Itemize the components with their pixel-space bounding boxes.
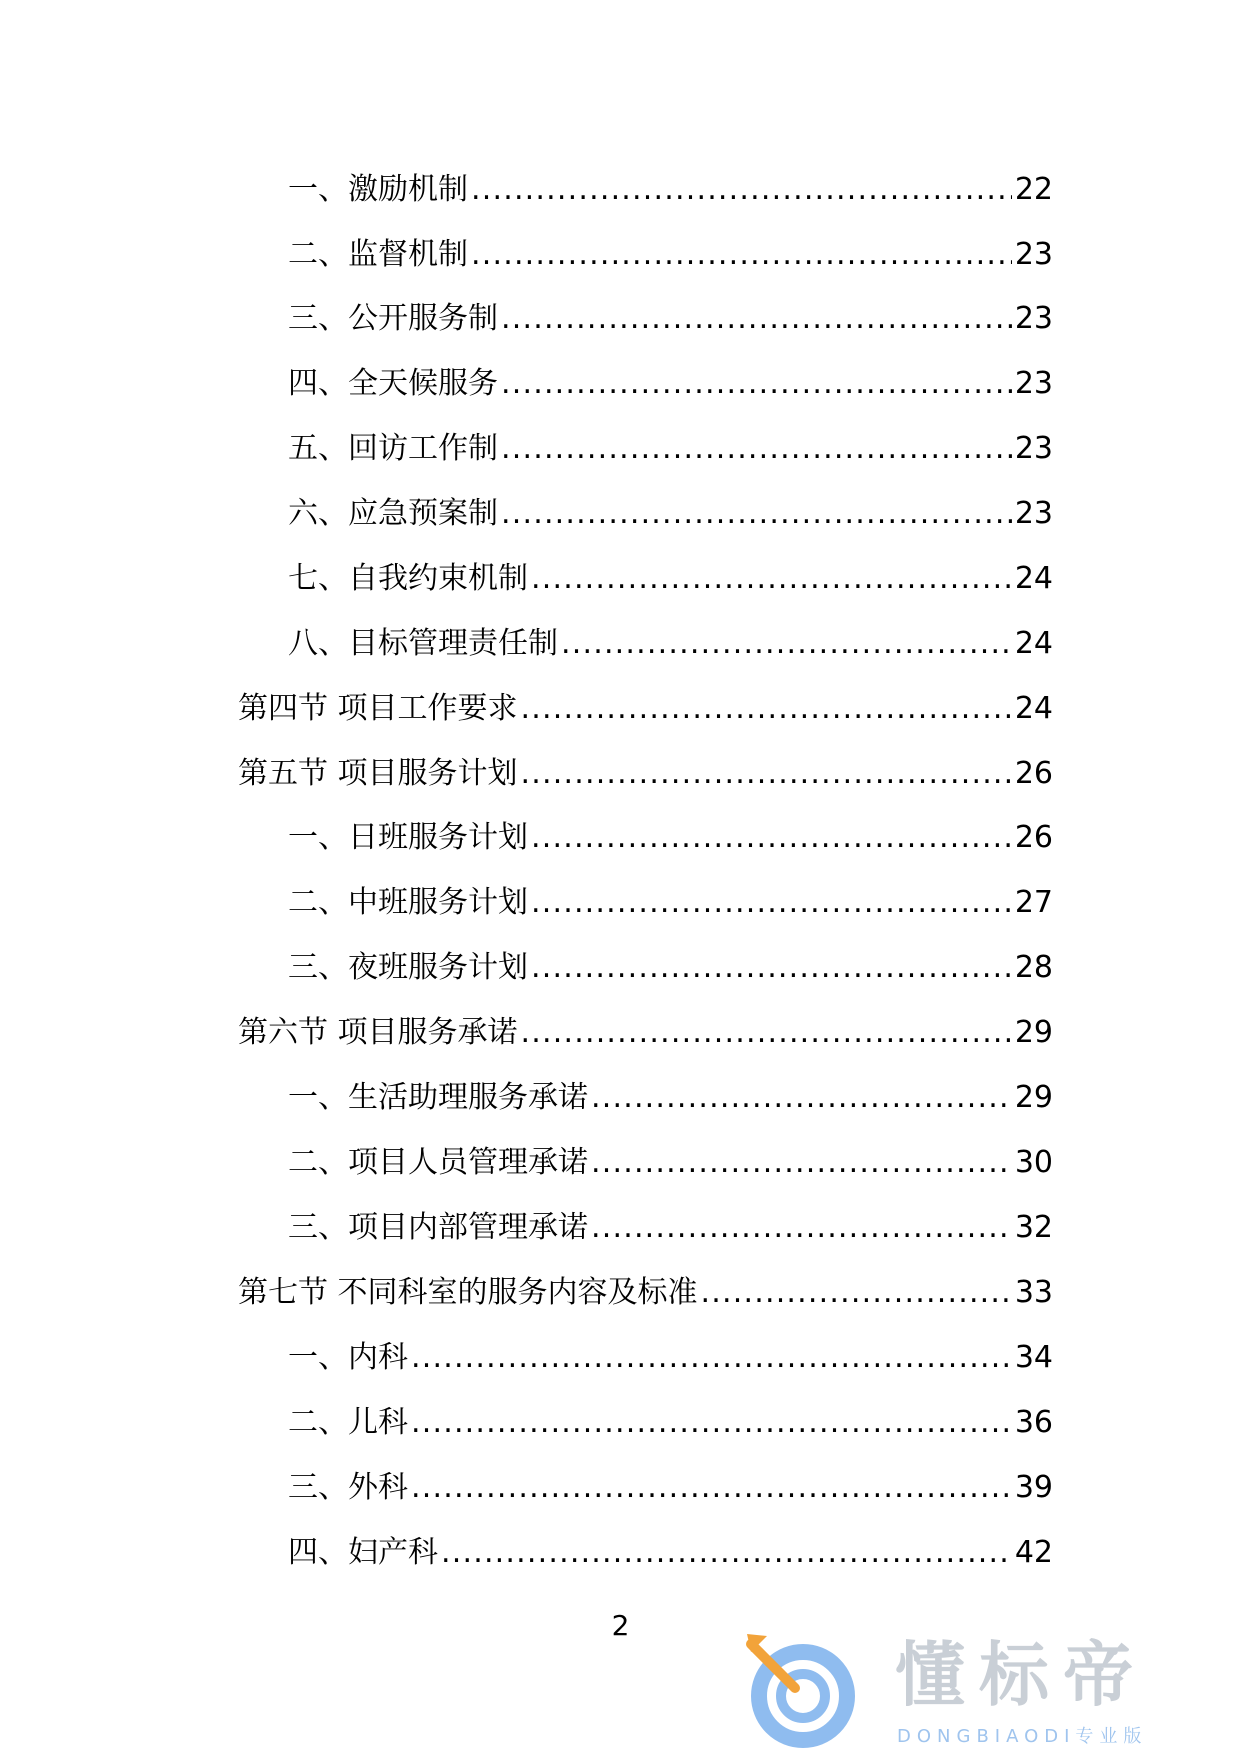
- toc-leader-dots: [411, 1403, 1012, 1443]
- toc-entry-title: 三、夜班服务计划: [288, 950, 528, 985]
- toc-entry[interactable]: [288, 883, 1053, 923]
- toc-leader-dots: [411, 1468, 1012, 1508]
- toc-leader-dots: [531, 948, 1012, 988]
- toc-entry[interactable]: [288, 1403, 1053, 1443]
- toc-entry-page: 29: [1014, 1080, 1053, 1115]
- toc-entry[interactable]: [288, 170, 1053, 210]
- toc-leader-dots: [701, 1273, 1012, 1313]
- toc-entry[interactable]: [288, 1533, 1053, 1573]
- toc-entry-page: 23: [1014, 431, 1053, 466]
- toc-entry-title: 二、项目人员管理承诺: [288, 1145, 588, 1180]
- toc-entry[interactable]: [288, 429, 1053, 469]
- toc-entry-title: 第七节 不同科室的服务内容及标准: [238, 1275, 698, 1310]
- toc-entry[interactable]: [288, 948, 1053, 988]
- toc-entry[interactable]: [238, 1273, 1053, 1313]
- toc-entry[interactable]: [238, 1013, 1053, 1053]
- watermark-brand-subtext: DONGBIAODI专业版: [897, 1726, 1148, 1747]
- toc-entry[interactable]: [288, 494, 1053, 534]
- toc-leader-dots: [561, 624, 1012, 664]
- toc-leader-dots: [521, 689, 1012, 729]
- toc-leader-dots: [531, 559, 1012, 599]
- toc-entry[interactable]: [288, 1338, 1053, 1378]
- toc-entry-title: 一、日班服务计划: [288, 820, 528, 855]
- toc-entry-page: 29: [1014, 1015, 1053, 1050]
- toc-entry[interactable]: [288, 624, 1053, 664]
- toc-entry-title: 六、应急预案制: [288, 496, 498, 531]
- toc-entry-page: 24: [1014, 561, 1053, 596]
- toc-entry-page: 24: [1014, 691, 1053, 726]
- watermark-logo: [745, 1630, 1241, 1754]
- toc-entry-page: 22: [1014, 172, 1053, 207]
- toc-entry-page: 23: [1014, 237, 1053, 272]
- toc-leader-dots: [591, 1208, 1012, 1248]
- toc-entry-page: 34: [1014, 1340, 1053, 1375]
- toc-leader-dots: [441, 1533, 1012, 1573]
- toc-leader-dots: [591, 1143, 1012, 1183]
- toc-entry[interactable]: [288, 235, 1053, 275]
- toc-entry-title: 二、儿科: [288, 1405, 408, 1440]
- toc-leader-dots: [521, 1013, 1012, 1053]
- toc-entry-page: 39: [1014, 1470, 1053, 1505]
- toc-entry-title: 五、回访工作制: [288, 431, 498, 466]
- toc-entry-page: 23: [1014, 366, 1053, 401]
- toc-entry-page: 24: [1014, 626, 1053, 661]
- toc-entry[interactable]: [288, 1078, 1053, 1118]
- toc-entry-title: 一、内科: [288, 1340, 408, 1375]
- toc-leader-dots: [501, 494, 1012, 534]
- toc-entry-page: 32: [1014, 1210, 1053, 1245]
- toc-leader-dots: [521, 754, 1012, 794]
- toc-entry-page: 33: [1014, 1275, 1053, 1310]
- toc-entry[interactable]: [288, 1208, 1053, 1248]
- toc-leader-dots: [531, 883, 1012, 923]
- toc-entry[interactable]: [288, 299, 1053, 339]
- toc-leader-dots: [531, 818, 1012, 858]
- toc-entry-title: 第六节 项目服务承诺: [238, 1015, 518, 1050]
- toc-leader-dots: [501, 364, 1012, 404]
- toc-leader-dots: [591, 1078, 1012, 1118]
- toc-entry-title: 三、公开服务制: [288, 301, 498, 336]
- toc-entry-title: 第四节 项目工作要求: [238, 691, 518, 726]
- toc-entry-title: 二、中班服务计划: [288, 885, 528, 920]
- toc-entry-page: 23: [1014, 496, 1053, 531]
- toc-entry-page: 28: [1014, 950, 1053, 985]
- toc-entry[interactable]: [238, 689, 1053, 729]
- toc-leader-dots: [471, 170, 1012, 210]
- toc-entry-title: 八、目标管理责任制: [288, 626, 558, 661]
- toc-entry-title: 七、自我约束机制: [288, 561, 528, 596]
- toc-entry[interactable]: [238, 754, 1053, 794]
- toc-entry-title: 二、监督机制: [288, 237, 468, 272]
- toc-leader-dots: [471, 235, 1012, 275]
- toc-entry-title: 三、项目内部管理承诺: [288, 1210, 588, 1245]
- toc-entry-page: 42: [1014, 1535, 1053, 1570]
- toc-leader-dots: [411, 1338, 1012, 1378]
- toc-entry[interactable]: [288, 818, 1053, 858]
- toc-entry-title: 四、全天候服务: [288, 366, 498, 401]
- toc-entry[interactable]: [288, 559, 1053, 599]
- toc-entry[interactable]: [288, 1468, 1053, 1508]
- toc-entry-page: 23: [1014, 301, 1053, 336]
- toc-leader-dots: [501, 299, 1012, 339]
- toc-entry-page: 30: [1014, 1145, 1053, 1180]
- toc-entry-title: 三、外科: [288, 1470, 408, 1505]
- toc-entry-title: 一、激励机制: [288, 172, 468, 207]
- toc-entry-title: 第五节 项目服务计划: [238, 756, 518, 791]
- watermark-brand-text: 懂标帝: [895, 1634, 1147, 1716]
- target-logo-icon: [745, 1630, 885, 1754]
- toc-entry-page: 26: [1014, 756, 1053, 791]
- toc-leader-dots: [501, 429, 1012, 469]
- toc-entry-page: 36: [1014, 1405, 1053, 1440]
- toc-entry-title: 一、生活助理服务承诺: [288, 1080, 588, 1115]
- toc-entry-page: 26: [1014, 820, 1053, 855]
- toc-entry[interactable]: [288, 364, 1053, 404]
- toc-entry[interactable]: [288, 1143, 1053, 1183]
- toc-entry-title: 四、妇产科: [288, 1535, 438, 1570]
- toc-entry-page: 27: [1014, 885, 1053, 920]
- page-number: 2: [611, 1609, 630, 1642]
